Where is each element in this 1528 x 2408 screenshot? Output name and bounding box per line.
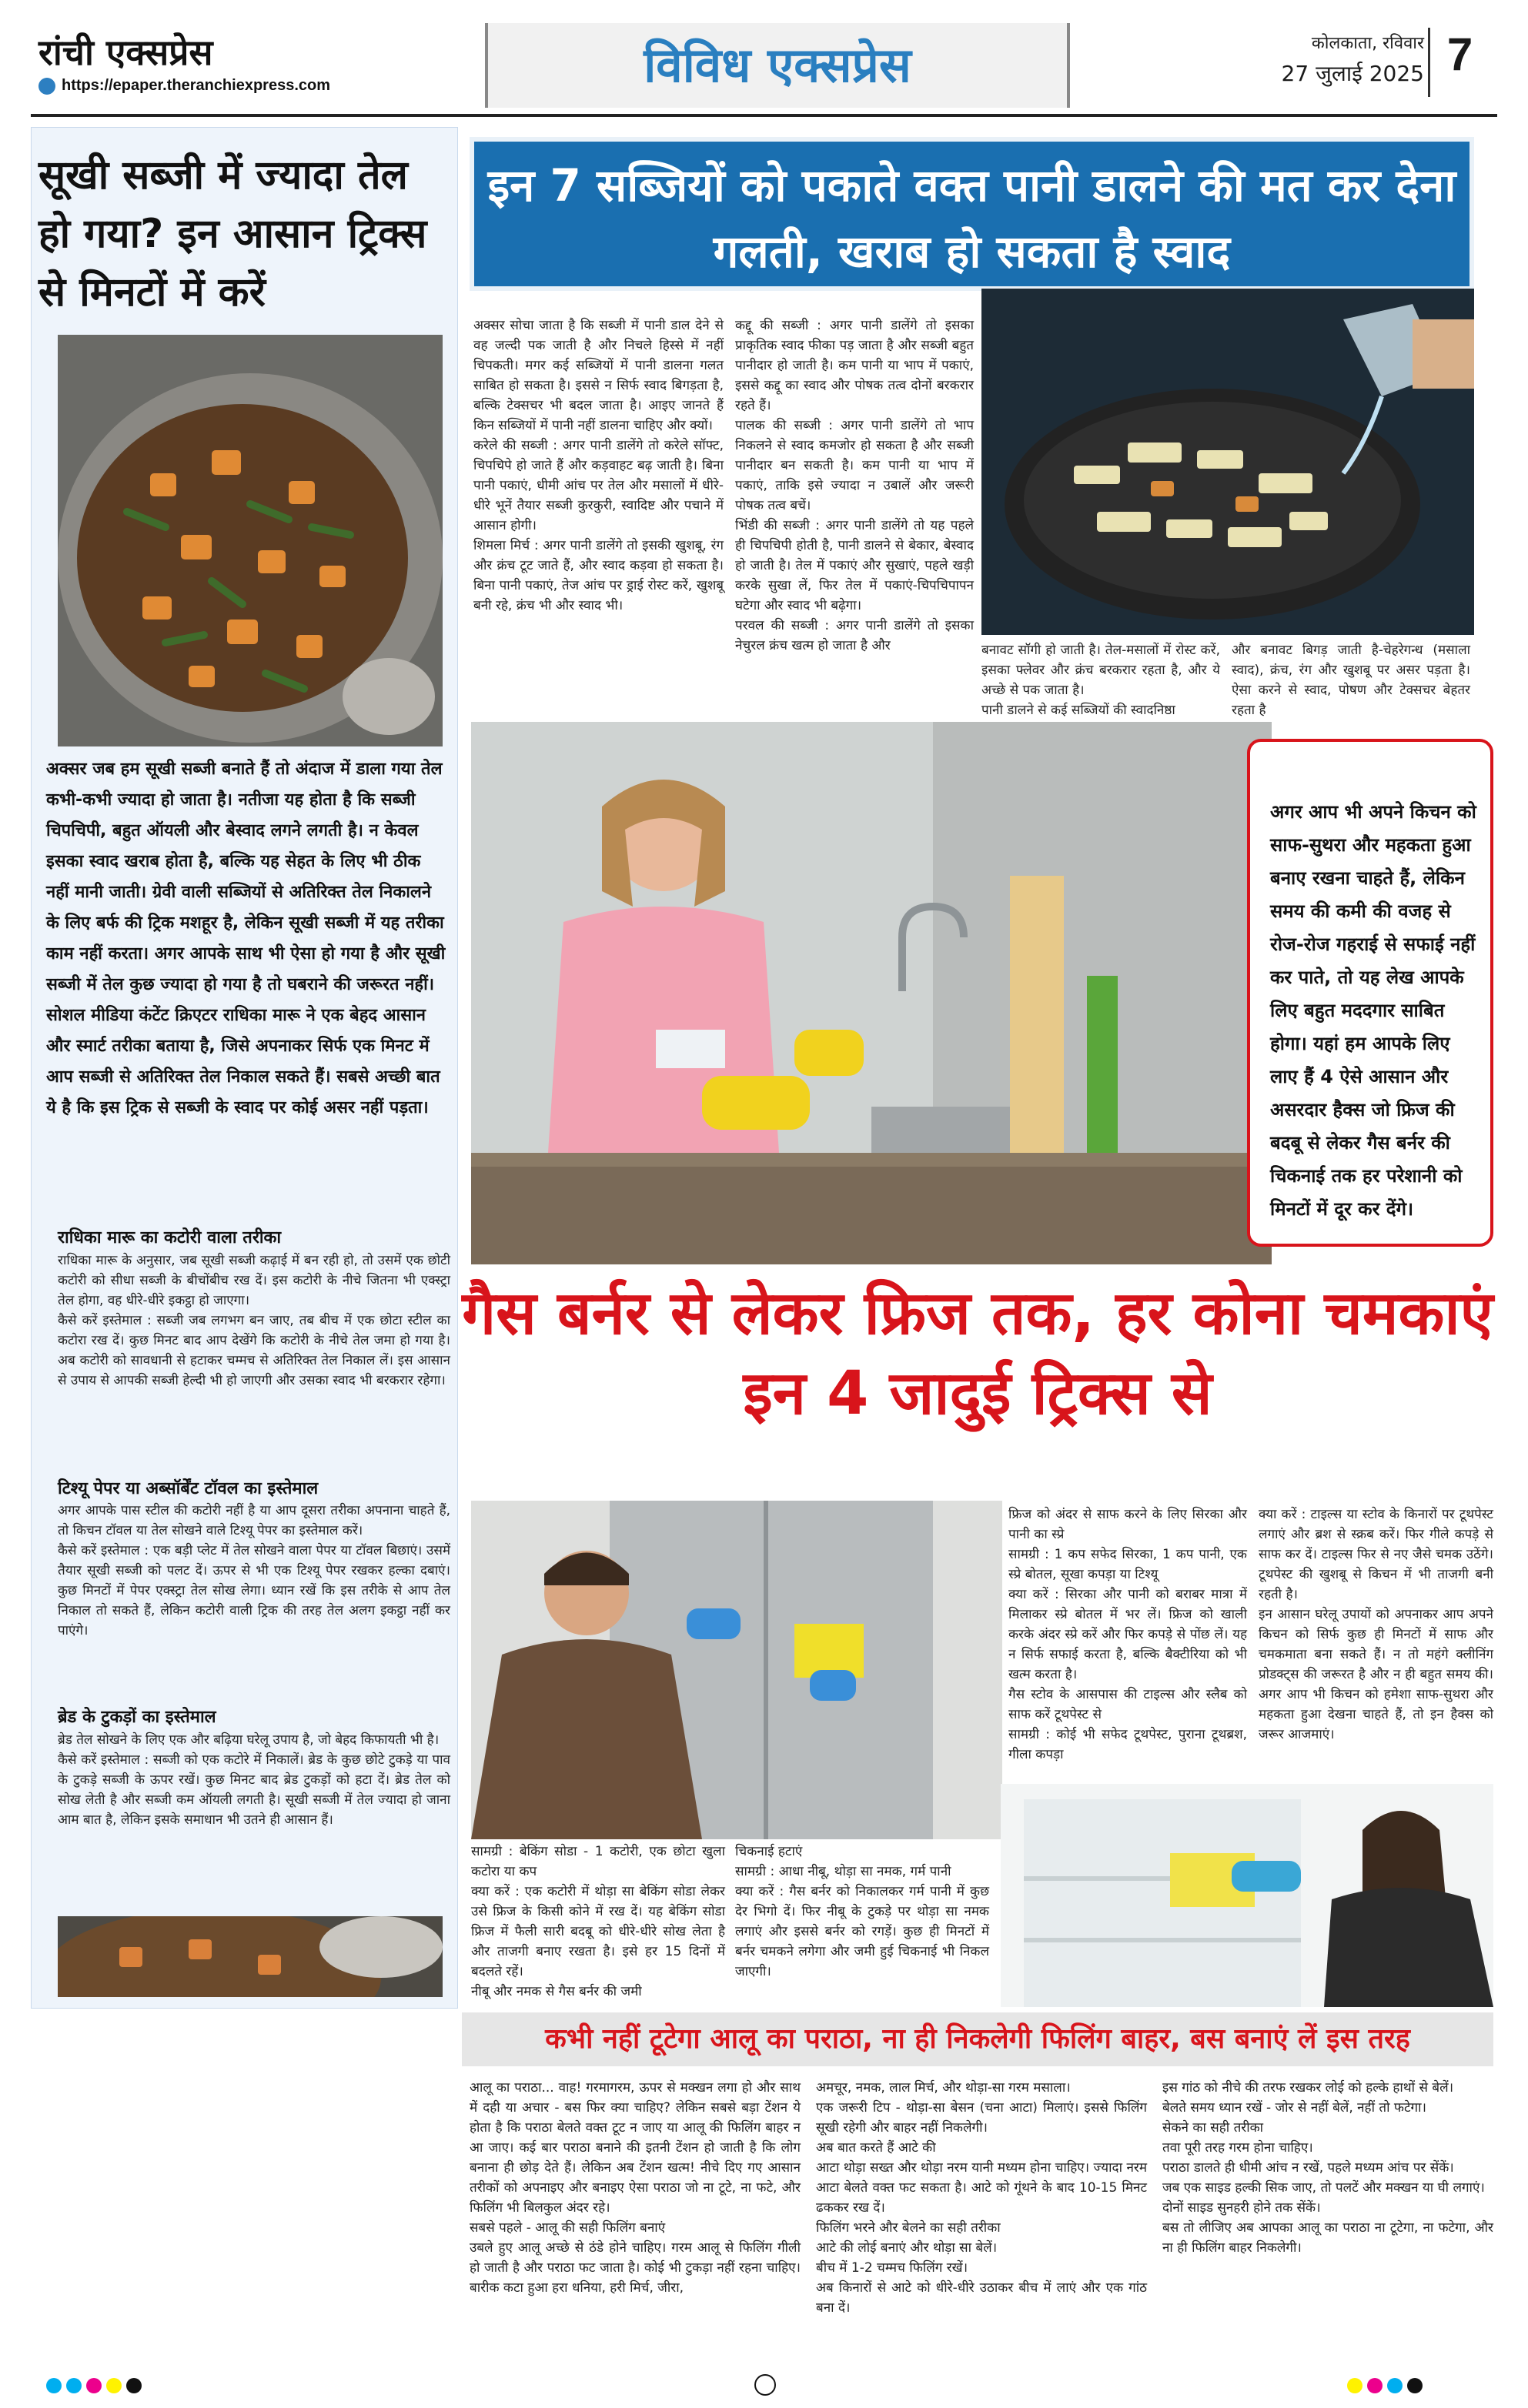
registration-mark (754, 2374, 776, 2396)
fridge-wipe-photo (1001, 1784, 1493, 2007)
cyan-dot (66, 2378, 82, 2393)
veg-col4: और बनावट बिगड़ जाती है-चेहरेगन्ध (मसाला स्वाद), क्रंच, रंग और खुशबू पर असर पड़ता है। ऐसा करने से स्वाद, पोषण और टेक्सचर बेहतर रहता है (1232, 643, 1470, 718)
paratha-headline: कभी नहीं टूटेगा आलू का पराठा, ना ही निकलेगी फिलिंग बाहर, बस बनाएं लें इस तरह (462, 2012, 1493, 2066)
left-sub2: टिश्यू पेपर या अब्सॉर्बेंट टॉवल का इस्तेमाल (58, 1479, 319, 1498)
cleaning-headline: गैस बर्नर से लेकर फ्रिज तक, हर कोना चमकाएं इन 4 जादुई ट्रिक्स से (462, 1279, 1493, 1428)
veg-col2: कद्दू की सब्जी : अगर पानी डालेंगे तो इसका प्राकृतिक स्वाद फीका पड़ जाता है और सब्जी बहुत पानीदार हो जाती है। कम पानी या भाप में पकाएं, इससे कद्दू का स्वाद और पोषक तत्व दोनों बरकरार रहते हैं। पालक की सब्जी : अगर पानी डालेंगे तो भाप निकलने से स्वाद कमजोर हो सकता है और सब्जी पानीदार बन सकती है। कम पानी या भाप में पकाएं, ताकि इसे ज्यादा न उबालें और जरूरी पोषक तत्व बचें। भिंडी की सब्जी : अगर पानी डालेंगे तो यह पहले ही चिपचिपी होती है, पानी डालने से बेकार, बेस्वाद हो जाती है। तेल में पकाएं और सुखाएं, पहले खड़ी करके सुखा लें, फिर तेल में पकाएं-चिपचिपापन घटेगा और स्वाद भी बढ़ेगा। परवल की सब्जी : अगर पानी डालेंगे तो इसका नेचुरल क्रंच खत्म हो जाता है और (735, 318, 974, 653)
yellow-dot (106, 2378, 122, 2393)
cmyk-marks-left (46, 2378, 146, 2396)
issue-date: 27 जुलाई 2025 (1281, 61, 1424, 86)
veg-col3: बनावट सॉगी हो जाती है। तेल-मसालों में रोस्ट करें, इसका फ्लेवर और क्रंच बरकरार रहता है, और ये अच्छे से पक जाता है। पानी डालने से कई सब्जियों की स्वादनिष्ठा (981, 643, 1220, 718)
paratha-col3: इस गांठ को नीचे की तरफ रखकर लोई को हल्के हाथों से बेलें। बेलते समय ध्यान रखें - जोर से नहीं बेलें, नहीं तो फटेगा। सेकने का सही तरीका तवा पूरी तरह गरम होना चाहिए। पराठा डालते ही धीमी आंच न रखें, पहले मध्यम आंच पर सेंकें। जब एक साइड हल्की सिक जाए, तो पलटें और मक्खन या घी लगाएं। दोनों साइड सुनहरी होने तक सेंकें। बस तो लीजिए अब आपका आलू का पराठा ना टूटेगा, ना फटेगा, और ना ही फिलिंग बाहर निकलेगी। (1162, 2080, 1493, 2256)
paratha-col1: आलू का पराठा... वाह! गरमागरम, ऊपर से मक्खन लगा हो और साथ में दही या अचार - बस फिर क्या चाहिए? लेकिन सबसे बड़ा टेंशन ये होता है कि पराठा बेलते वक्त टूट न जाए या आलू की फिलिंग बाहर न आ जाए। कई बार पराठा बनाने की इतनी टेंशन हो जाती है कि लोग बनाना ही छोड़ देते हैं। लेकिन अब टेंशन खत्म! नीचे दिए गए आसान तरीकों को अपनाइए और बनाइए ऐसा पराठा जो ना टूटे, ना फटे, और फिलिंग भी बिलकुल अंदर रहे। सबसे पहले - आलू की सही फिलिंग बनाएं उबले हुए आलू अच्छे से ठंडे होने चाहिए। गरम आलू से फिलिंग गीली हो जाती है और पराठा फट जाता है। कोई भी टुकड़ा नहीं रहना चाहिए। बारीक कटा हुआ हरा धनिया, हरी मिर्च, जीरा, (470, 2080, 801, 2296)
left-body3: ब्रेड तेल सोखने के लिए एक और बढ़िया घरेलू उपाय है, जो बेहद किफायती भी है। कैसे करें इस्तेमाल : सब्जी को एक कटोरे में निकालें। ब्रेड के कुछ छोटे टुकड़े या पाव के टुकड़े सब्जी के ऊपर रखें। कुछ मिनट बाद ब्रेड टुकड़ों को हटा दें। ब्रेड तेल को सोख लेती है और सब्जी कम ऑयली लगती है। सूखी सब्जी में तेल ज्यादा हो जाना आम बात है, लेकिन इसके समाधान भी उतने ही आसान हैं। (58, 1732, 450, 1828)
cyan-dot (1387, 2378, 1403, 2393)
page-number: 7 (1428, 28, 1490, 97)
magenta-dot (86, 2378, 102, 2393)
left-article-headline: सूखी सब्जी में ज्यादा तेल हो गया? इन आसान ट्रिक्स से मिनटों में करें (38, 152, 427, 316)
veg-col1: अक्सर सोचा जाता है कि सब्जी में पानी डाल देने से वह जल्दी पक जाती है और निचले हिस्से में नहीं चिपकती। मगर कई सब्जियों में पानी डालना गलत साबित हो सकता है। इससे न सिर्फ स्वाद बिगड़ता है, बल्कि टेक्सचर भी बदल जाता है। आइए जानते हैं किन सब्जियों में पानी नहीं डालना चाहिए और क्यों। करेले की सब्जी : अगर पानी डालेंगे तो करेले सॉफ्ट, चिपचिपे हो जाते हैं और कड़वाहट बढ़ जाती है। बिना पानी पकाएं, धीमी आंच पर तेल और मसालों में धीरे-धीरे भूनें तैयार सब्जी कुरकुरी, स्वादिष्ट और पचाने में आसान होगी। शिमला मिर्च : अगर पानी डालेंगे तो इसकी खुशबू, रंग और क्रंच टूट जाते हैं, और स्वाद कड़वा हो सकता है। बिना पानी पकाएं, तेज आंच पर ड्राई रोस्ट करें, खुशबू बनी रहे, क्रंच भी और स्वाद भी। (473, 318, 724, 613)
veg-article-banner: इन 7 सब्जियों को पकाते वक्त पानी डालने की मत कर देना गलती, खराब हो सकता है स्वाद (470, 137, 1474, 291)
paratha-col2: अमचूर, नमक, लाल मिर्च, और थोड़ा-सा गरम मसाला। एक जरूरी टिप - थोड़ा-सा बेसन (चना आटा) मिलाएं। इससे फिलिंग सूखी रहेगी और बाहर नहीं निकलेगी। अब बात करते हैं आटे की आटा थोड़ा सख्त और थोड़ा नरम यानी मध्यम होना चाहिए। ज्यादा नरम आटा बेलते वक्त फट सकता है। आटे को गूंथने के बाद 10-15 मिनट ढककर रख दें। फिलिंग भरने और बेलने का सही तरीका आटे की लोई बनाएं और थोड़ा सा बेलें। बीच में 1-2 चम्मच फिलिंग रखें। अब किनारों से आटे को धीरे-धीरे उठाकर बीच में लाएं और एक गांठ बना दें। (816, 2080, 1147, 2316)
black-dot (126, 2378, 142, 2393)
cleaning-intro-callout: अगर आप भी अपने किचन को साफ-सुथरा और महकता हुआ बनाए रखना चाहते हैं, लेकिन समय की कमी की वजह से रोज-रोज गहराई से सफाई नहीं कर पाते, तो यह लेख आपके लिए बहुत मददगार साबित होगा। यहां हम आपके लिए लाए हैं 4 ऐसे आसान और असरदार हैक्स जो फ्रिज की बदबू से लेकर गैस बर्नर की चिकनाई तक हर परेशानी को मिनटों में दूर कर देंगे। (1247, 739, 1493, 1247)
newspaper-logo: रांची एक्सप्रेस (38, 32, 213, 73)
left-body2: अगर आपके पास स्टील की कटोरी नहीं है या आप दूसरा तरीका अपनाना चाहते हैं, तो किचन टॉवल या तेल सोखने वाले टिश्यू पेपर का इस्तेमाल करें। कैसे करें इस्तेमाल : एक बड़ी प्लेट में तेल सोखने वाला पेपर या टॉवल बिछाएं। उसमें तैयार सूखी सब्जी को पलट दें। ऊपर से भी एक टिश्यू पेपर रखकर हल्का दबाएं। कुछ मिनटों में पेपर एक्स्ट्रा तेल सोख लेगा। ध्यान रखें कि इस तरीके से आप तेल निकाल तो सकते हैं, लेकिन कटोरी वाली ट्रिक की तरह तेल अलग इकट्ठा नहीं कर पाएंगे। (58, 1503, 450, 1638)
url-text: https://epaper.theranchiexpress.com (62, 77, 331, 94)
yellow-dot (1347, 2378, 1362, 2393)
left-sub3: ब्रेड के टुकड़ों का इस्तेमाल (58, 1708, 216, 1727)
left-article-lead: अक्सर जब हम सूखी सब्जी बनाते हैं तो अंदाज में डाला गया तेल कभी-कभी ज्यादा हो जाता है। नतीजा यह होता है कि सब्जी चिपचिपी, बहुत ऑयली और बेस्वाद लगने लगती है। न केवल इसका स्वाद खराब होता है, बल्कि यह सेहत के लिए भी ठीक नहीं मानी जाती। ग्रेवी वाली सब्जियों से अतिरिक्त तेल निकालने के लिए बर्फ की ट्रिक मशहूर है, लेकिन सूखी सब्जी में यह तरीका काम नहीं करता। अगर आपके साथ भी ऐसा हो गया है और सूखी सब्जी में तेल कुछ ज्यादा हो गया है तो घबराने की जरूरत नहीं। सोशल मीडिया कंटेंट क्रिएटर राधिका मारू ने एक बेहद आसान और स्मार्ट तरीका बताया है, जिसे अपनाकर सिर्फ एक मिनट में आप सब्जी से अतिरिक्त तेल निकाल सकते हैं। सबसे अच्छी बात ये है कि इस ट्रिक से सब्जी के स्वाद पर कोई असर नहीं पड़ता। (46, 760, 446, 1117)
globe-icon (38, 78, 55, 95)
cleaning-col1: फ्रिज को अंदर से साफ करने के लिए सिरका और पानी का स्प्रे सामग्री : 1 कप सफेद सिरका, 1 कप पानी, एक स्प्रे बोतल, सूखा कपड़ा या टिश्यू क्या करें : सिरका और पानी को बराबर मात्रा में मिलाकर स्प्रे बोतल में भर लें। फ्रिज को खाली करके अंदर स्प्रे करें और फिर कपड़े से पोंछ लें। यह न सिर्फ सफाई करता है, बल्कि बैक्टीरिया को भी खत्म करता है। गैस स्टोव के आसपास की टाइल्स और स्लैब को साफ करें टूथपेस्ट से सामग्री : कोई भी सफेद टूथपेस्ट, पुराना टूथब्रश, गीला कपड़ा (1008, 1507, 1247, 1762)
kitchen-cleaning-photo (471, 722, 1272, 1264)
cleaning-col3: सामग्री : बेकिंग सोडा - 1 कटोरी, एक छोटा खुला कटोरा या कप क्या करें : एक कटोरी में थोड़ा सा बेकिंग सोडा लेकर उसे फ्रिज के किसी कोने में रख दें। यह बेकिंग सोडा फ्रिज में फैली सारी बदबू को धीरे-धीरे सोख लेता है और ताजगी बनाए रखता है। इसे हर 15 दिनों में बदलते रहें। नीबू और नमक से गैस बर्नर की जमी (471, 1844, 725, 1999)
cleaning-col4: चिकनाई हटाएं सामग्री : आधा नीबू, थोड़ा सा नमक, गर्म पानी क्या करें : गैस बर्नर को निकालकर गर्म पानी में कुछ देर भिगो दें। फिर नीबू के टुकड़े पर थोड़ा सा नमक लगाएं और इससे बर्नर को रगड़ें। कुछ ही मिनटों में बर्नर चमकने लगेगा और जमी हुई चिकनाई भी निकल जाएगी। (735, 1844, 989, 1979)
city-day: कोलकाता, रविवार (1311, 34, 1424, 53)
cmyk-marks-right (1347, 2378, 1427, 2396)
magenta-dot (1367, 2378, 1383, 2393)
cleaning-col2: क्या करें : टाइल्स या स्टोव के किनारों पर टूथपेस्ट लगाएं और ब्रश से स्क्रब करें। फिर गीले कपड़े से साफ कर दें। टाइल्स फिर से नए जैसे चमक उठेंगे। टूथपेस्ट की खुशबू से किचन में भी ताजगी बनी रहती है। इन आसान घरेलू उपायों को अपनाकर आप अपने किचन को सिर्फ कुछ ही मिनटों में साफ और चमकमाता बना सकते हैं। न तो महंगे क्लीनिंग प्रोडक्ट्स की जरूरत है और न ही बहुत समय की। अगर आप भी किचन को हमेशा साफ-सुथरा और महकता हुआ देखना चाहते हैं, तो इन हैक्स को जरूर आजमाएं। (1259, 1507, 1493, 1742)
cyan-dot (46, 2378, 62, 2393)
epaper-url[interactable] (38, 77, 330, 95)
masthead-rule (31, 114, 1497, 117)
section-title: विविध एक्सप्रेस (485, 23, 1070, 108)
sabzi-bowl-photo (58, 1916, 443, 1997)
dateline (1278, 31, 1424, 88)
black-dot (1407, 2378, 1423, 2393)
left-body1: राधिका मारू के अनुसार, जब सूखी सब्जी कढ़ाई में बन रही हो, तो उसमें एक छोटी कटोरी को सीधा सब्जी के बीचोंबीच रख दें। इस कटोरी के नीचे जितना भी एक्स्ट्रा तेल होगा, वह धीरे-धीरे इकट्ठा हो जाएगा। कैसे करें इस्तेमाल : सब्जी जब लगभग बन जाए, तब बीच में एक छोटा स्टील का कटोरा रख दें। कुछ मिनट बाद आप देखेंगे कि कटोरी के नीचे तेल जमा हो गया है। अब कटोरी को सावधानी से हटाकर चम्मच से अतिरिक्त तेल निकाल लें। इस आसान से उपाय से आपकी सब्जी हेल्दी भी हो जाएगी और उसका स्वाद भी बरकरार रहेगा। (58, 1253, 450, 1388)
oily-sabzi-photo (58, 335, 443, 746)
fridge-cleaning-photo (471, 1501, 1002, 1839)
left-sub1: राधिका मारू का कटोरी वाला तरीका (58, 1228, 282, 1247)
pan-water-photo (981, 289, 1474, 635)
